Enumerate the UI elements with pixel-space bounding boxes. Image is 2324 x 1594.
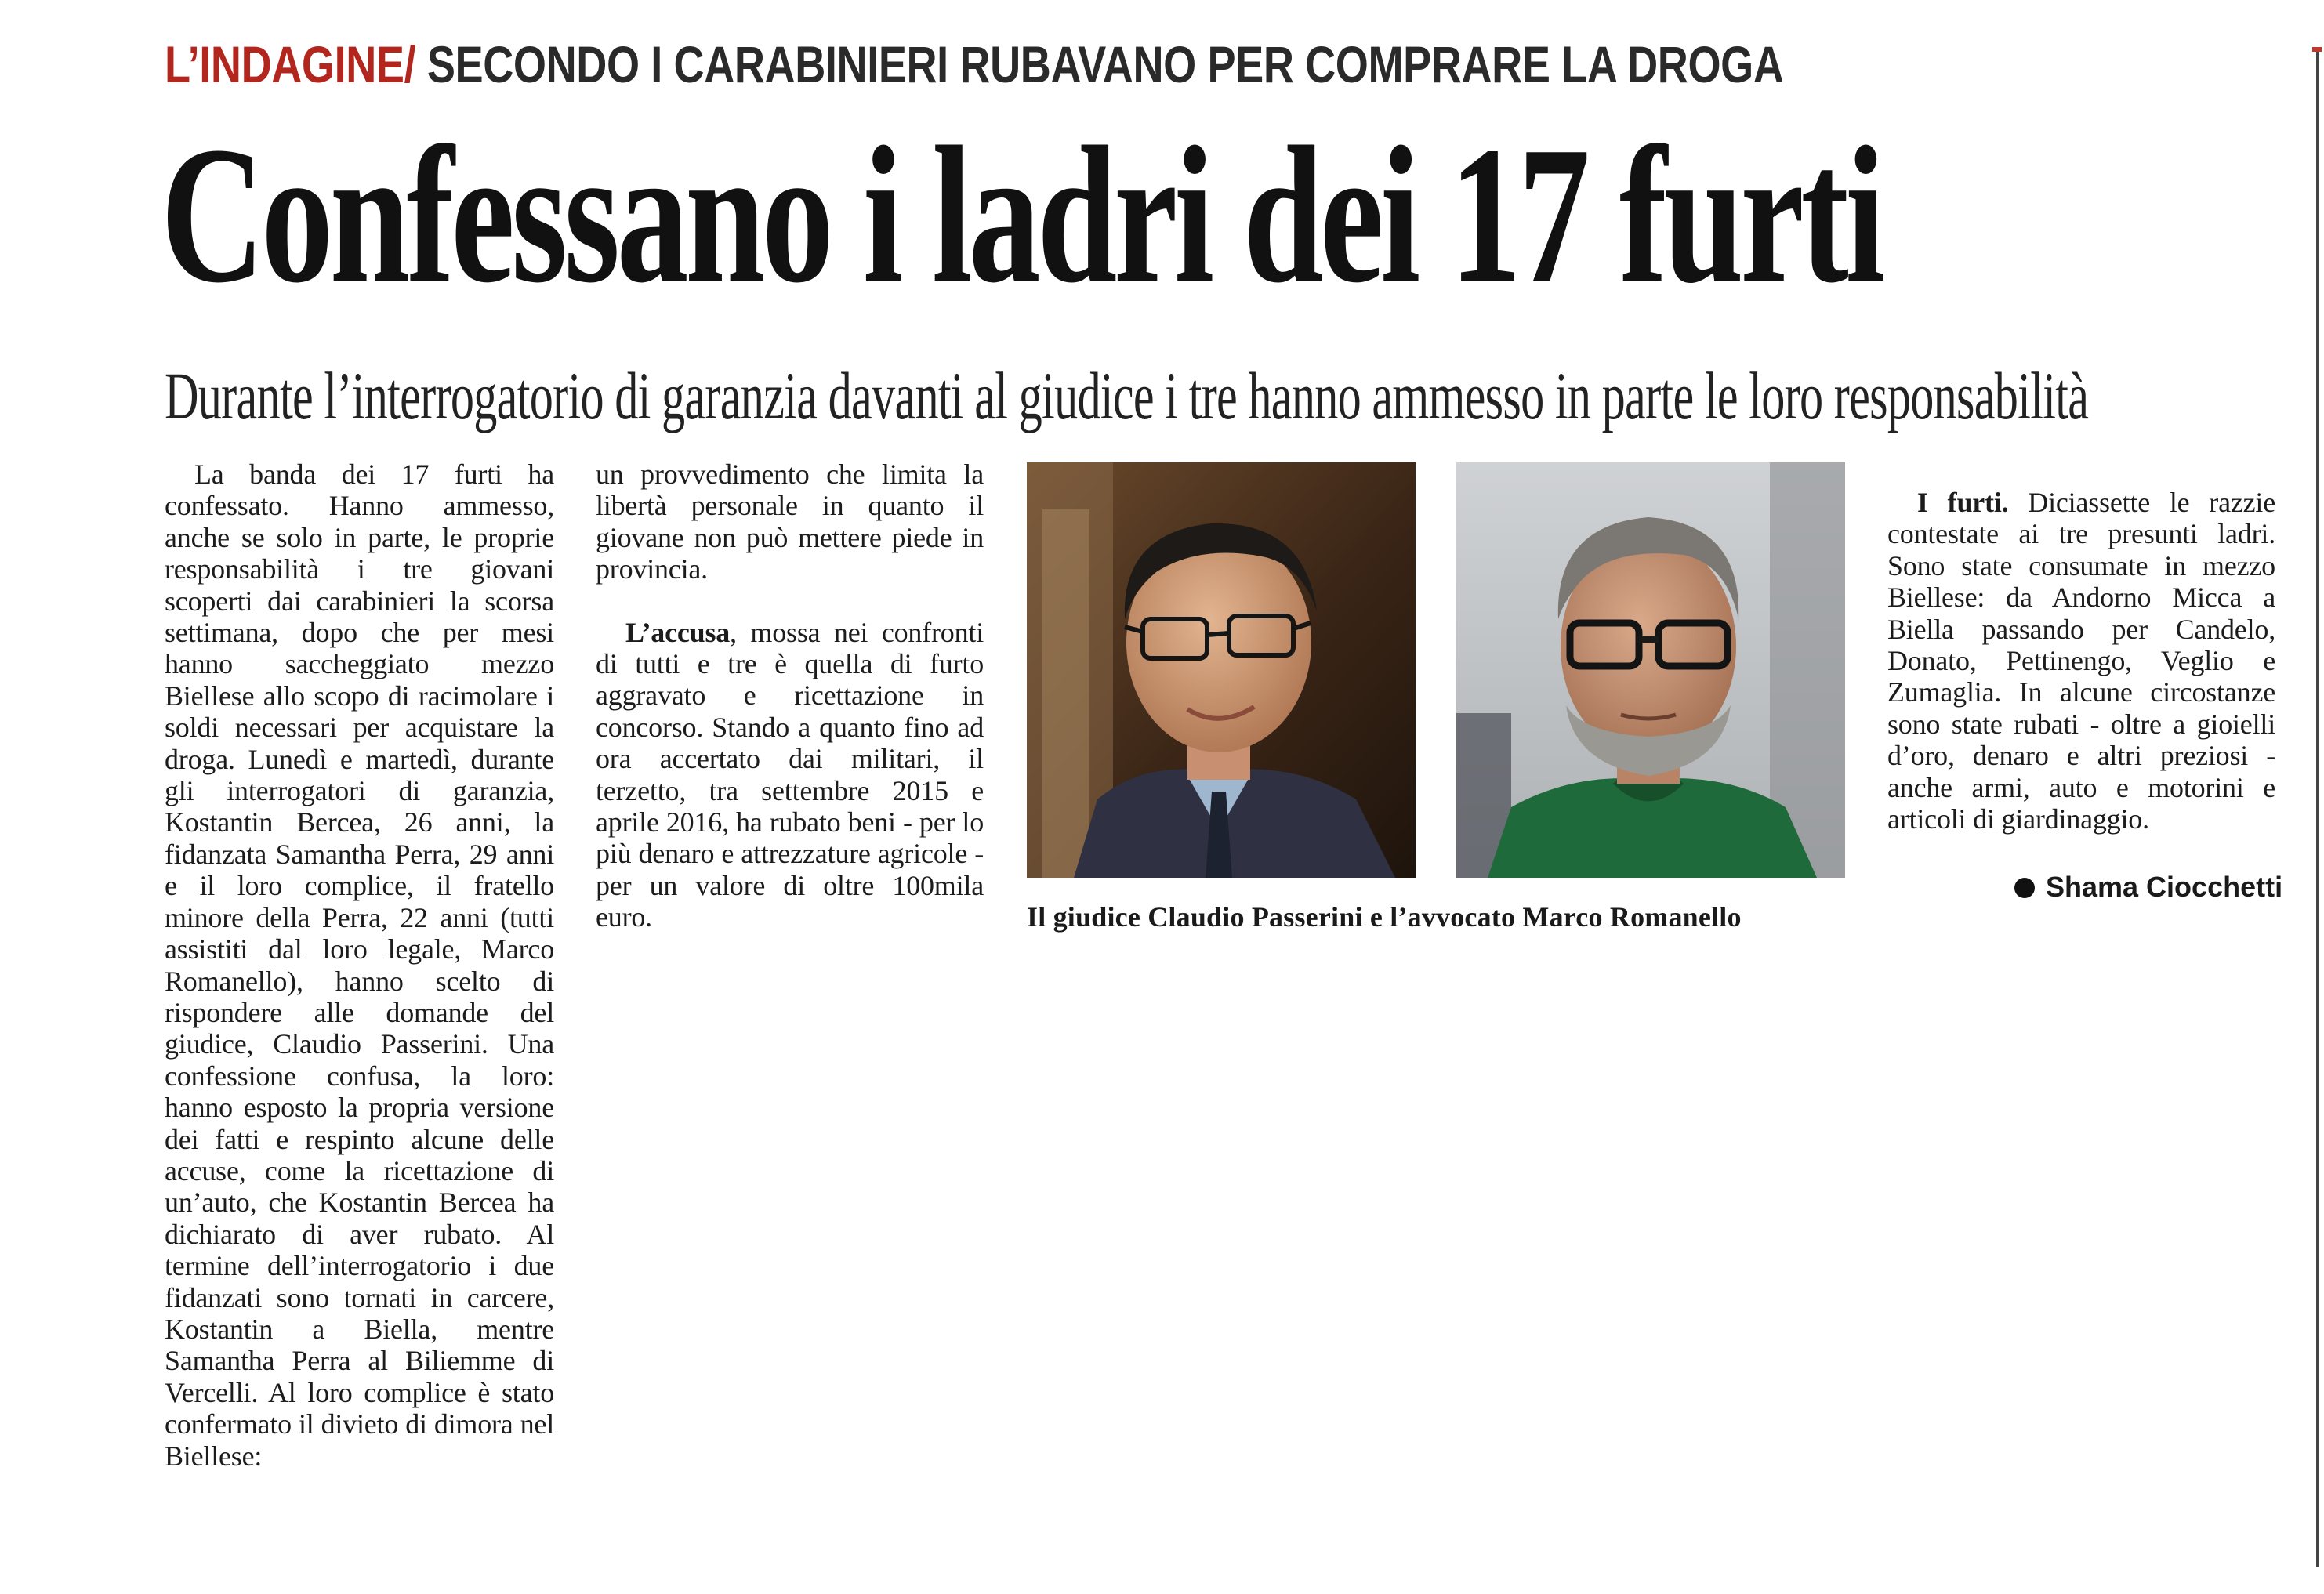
sidebar-column [1887,487,2275,835]
sidebar-lead: I furti. [1917,487,2009,518]
subheadline: Durante l’interrogatorio di garanzia davanti al giudice i tre hanno ammesso in parte le loro responsabilità [165,358,2089,433]
kicker-text: SECONDO I CARABINIERI RUBAVANO PER COMPRARE LA DROGA [415,35,1784,93]
sidebar-paragraph [1887,487,2275,835]
page-edge-rule [2316,47,2319,1567]
column-1-text: La banda dei 17 furti ha confessato. Hanno ammesso, anche se solo in parte, le proprie responsabilità i tre giovani scoperti dai carabinieri la scorsa settimana, dopo che per mesi hanno saccheggiato mezzo Biellese allo scopo di racimolare i soldi necessari per acquistare la droga. Lunedì e martedì, durante gli interrogatori di garanzia, Kostantin Bercea, 26 anni, la fidanzata Samantha Perra, 29 anni e il loro complice, il fratello minore della Perra, 22 anni (tutti assistiti dal loro legale, Marco Romanello), hanno scelto di rispondere alle domande del giudice, Claudio Passerini. Una confessione confusa, la loro: hanno esposto la propria versione dei fatti e respinto alcune delle accuse, come la ricettazione di un’auto, che Kostantin Bercea ha dichiarato di aver rubato. Al termine dell’interrogatorio i due fidanzati sono tornati in carcere, Kostantin a Biella, mentre Samantha Perra al Biliemme di Vercelli. Al loro complice è stato confermato il divieto di dimora nel Biellese: [165,458,554,1472]
kicker [165,33,1784,96]
column-2-text-1: un provvedimento che limita la libertà personale in quanto il giovane non può mettere piede in provincia. [596,458,984,585]
article-column-2 [596,458,984,933]
article-column-1 [165,458,554,1472]
bullet-icon [2014,878,2035,898]
column-2-lead: L’accusa [625,616,731,648]
byline [2014,870,2282,904]
photo-judge-image [1027,462,1416,878]
column-2-text-2: , mossa nei confronti di tutti e tre è quella di furto aggravato e ricettazione in concorso. Stando a quanto fino ad ora accertato dai militari, il terzetto, tra settembre 2015 e aprile 2016, ha rubato beni - per lo più denaro e attrezzature agricole - per un valore di oltre 100mila euro. [596,616,984,933]
headline: Confessano i ladri dei 17 furti [161,107,1882,324]
kicker-section: L’INDAGINE/ [165,35,416,93]
byline-author: Shama Ciocchetti [2046,871,2283,903]
photo-lawyer [1456,462,1845,878]
sidebar-text: Diciassette le razzie contestate ai tre presunti ladri. Sono state consumate in mezzo Biellese: da Andorno Micca a Biella passando per Candelo, Donato, Pettinengo, Veglio e Zumaglia. In alcune circostanze sono state rubati - oltre a gioielli d’oro, denaro e altri preziosi - anche armi, auto e motorini e articoli di giardinaggio. [1887,487,2275,835]
paragraph-gap [596,585,984,617]
column-2-paragraph-2 [596,617,984,933]
photo-lawyer-image [1456,462,1845,878]
photo-judge [1027,462,1416,878]
page-edge-mark [2312,47,2322,52]
photo-caption: Il giudice Claudio Passerini e l’avvocato Marco Romanello [1027,901,1742,933]
